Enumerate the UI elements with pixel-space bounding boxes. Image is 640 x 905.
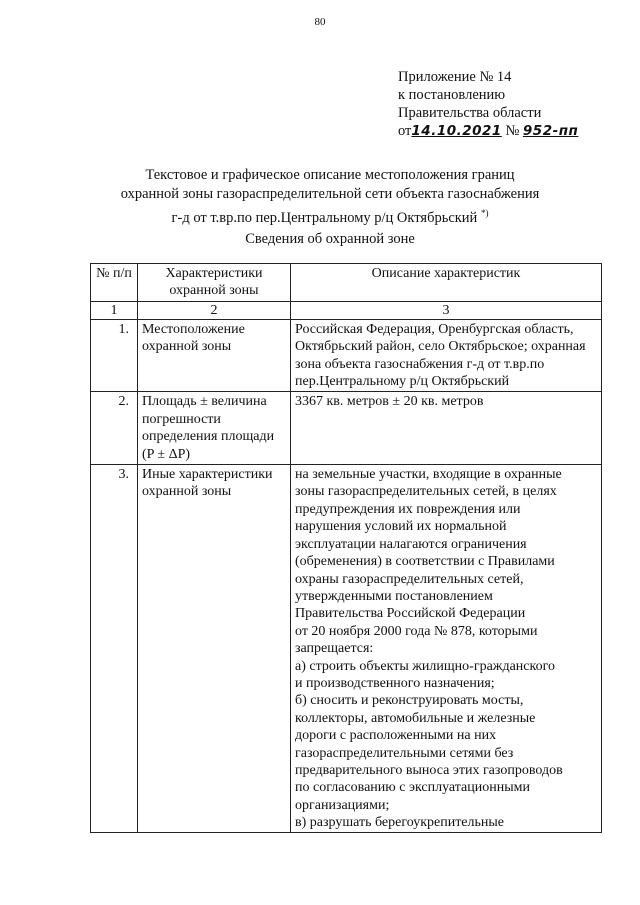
- row-description: Российская Федерация, Оренбургская область, Октябрьский район, село Октябрьское; охранная зона объекта газоснабжения г-д от т.вр.по пер.Центральному р/ц Октябрьский: [291, 319, 602, 392]
- description-line: организациями;: [295, 797, 390, 813]
- table-row: [91, 319, 602, 392]
- index-cell-3: 3: [291, 301, 602, 319]
- appendix-title: Приложение № 14: [398, 69, 512, 85]
- footnote-mark: *): [480, 208, 489, 218]
- description-line: предупреждения их повреждения или: [295, 501, 521, 517]
- zone-table: [90, 263, 602, 833]
- description-line: нарушения условий их нормальной: [295, 519, 507, 535]
- document-title: [40, 166, 620, 228]
- row-description: [291, 465, 602, 833]
- description-line: предварительного выноса этих газопроводов: [295, 762, 563, 778]
- description-line: утвержденными постановлением: [295, 588, 493, 604]
- header-characteristics: Характеристики охранной зоны: [138, 264, 291, 302]
- date-prefix: от: [398, 123, 412, 139]
- index-cell-2: 2: [138, 301, 291, 319]
- description-line: Правительства Российской Федерации: [295, 606, 526, 622]
- description-line: запрещается:: [295, 641, 374, 657]
- table-index-row: [91, 301, 602, 319]
- header-number: № п/п: [91, 264, 138, 302]
- appendix-government: Правительства области: [398, 105, 542, 121]
- section-subtitle: Сведения об охранной зоне: [245, 231, 415, 247]
- handwritten-number: 952-пп: [522, 123, 579, 139]
- title-line-3-text: г-д от т.вр.по пер.Центральному р/ц Октябрьский: [171, 209, 478, 226]
- description-line: газораспределительными сетями без: [295, 745, 514, 761]
- title-line-1: Текстовое и графическое описание местоположения границ: [145, 167, 515, 183]
- page-number: 80: [314, 16, 326, 28]
- description-line: эксплуатации налагаются ограничения: [295, 536, 527, 552]
- header-description: Описание характеристик: [291, 264, 602, 302]
- index-cell-1: 1: [91, 301, 138, 319]
- appendix-resolution: к постановлению: [398, 87, 506, 103]
- row-characteristic: Иные характеристики охранной зоны: [138, 465, 291, 833]
- handwritten-date: 14.10.2021: [411, 123, 502, 139]
- description-line: а) строить объекты жилищно-гражданского: [295, 658, 555, 674]
- description-line: б) сносить и реконструировать мосты,: [295, 693, 524, 709]
- description-line: коллекторы, автомобильные и железные: [295, 710, 536, 726]
- row-number: 3.: [91, 465, 138, 833]
- description-line: (обременения) в соответствии с Правилами: [295, 554, 555, 570]
- table-row: [91, 392, 602, 465]
- description-line: дороги с расположенными на них: [295, 728, 497, 744]
- row-characteristic: Местоположение охранной зоны: [138, 319, 291, 392]
- appendix-date-line: [398, 122, 578, 140]
- description-line: охраны газораспределительных сетей,: [295, 571, 524, 587]
- description-line: и производственного назначения;: [295, 675, 495, 691]
- row-characteristic: Площадь ± величина погрешности определения площади (P ± ΔP): [138, 392, 291, 465]
- row-number: 2.: [91, 392, 138, 465]
- description-line: на земельные участки, входящие в охранные: [295, 467, 562, 483]
- description-line: по согласованию с эксплуатационными: [295, 780, 530, 796]
- description-line: от 20 ноября 2000 года № 878, которыми: [295, 623, 538, 639]
- row-number: 1.: [91, 319, 138, 392]
- appendix-block: [398, 68, 578, 140]
- table-header-row: [91, 264, 602, 302]
- description-line: в) разрушать берегоукрепительные: [295, 815, 505, 831]
- row-description: 3367 кв. метров ± 20 кв. метров: [291, 392, 602, 465]
- number-prefix: №: [505, 123, 520, 139]
- description-line: зоны газораспределительных сетей, в целях: [295, 484, 557, 500]
- title-line-3: [40, 204, 620, 228]
- title-line-2: охранной зоны газораспределительной сети объекта газоснабжения: [120, 186, 540, 202]
- table-row: [91, 465, 602, 833]
